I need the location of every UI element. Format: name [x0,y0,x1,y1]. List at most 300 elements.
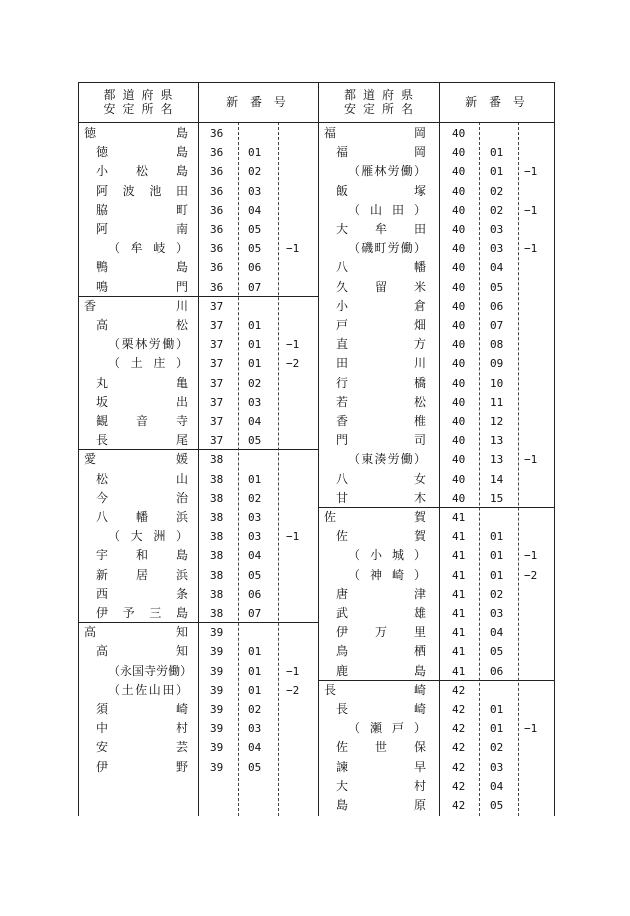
prefecture-code: 38 [210,568,224,582]
office-code: 01 [490,165,504,179]
office-name: 佐 賀 [336,529,426,544]
office-code: 02 [248,165,262,179]
office-name: 丸 亀 [96,375,188,390]
prefecture-code: 40 [452,491,466,505]
office-code: 12 [490,415,504,428]
prefecture-code: 40 [452,299,466,313]
table-row [78,546,318,565]
table-row [78,489,318,508]
office-name: 唐 津 [336,586,426,601]
office-name: 島 原 [336,798,426,812]
office-code: 04 [248,415,262,428]
prefecture-code: 42 [452,703,466,716]
prefecture-code: 40 [452,146,466,160]
prefecture-code: 39 [210,664,224,678]
prefecture-code: 40 [452,338,466,352]
office-name: 鳥 栖 [336,644,426,659]
office-name: 長 崎 [336,702,426,716]
prefecture-code: 36 [210,165,224,179]
office-code: 10 [490,376,504,390]
table-row [78,508,318,527]
prefecture-code: 37 [210,434,224,448]
table-row [318,297,555,316]
table-row [78,182,318,201]
prefecture-code: 37 [210,395,224,409]
office-name: 高 知 [96,644,188,659]
office-code: 03 [490,242,504,256]
office-name: 鳴 門 [96,279,188,294]
office-name: 諫 早 [336,759,426,774]
table-row [78,258,318,277]
prefecture-code: 40 [452,453,466,467]
office-code: 04 [248,741,262,755]
office-header [78,82,198,122]
number-header [198,82,318,122]
table-row [318,239,555,258]
office-code: 09 [490,357,504,371]
prefecture-code: 40 [452,165,466,179]
office-name: 宇 和 島 [96,548,188,563]
prefecture-code: 41 [452,530,466,544]
branch-code: −1 [286,242,300,256]
prefecture-code: 40 [452,184,466,198]
office-name: 八 幡 [336,260,426,275]
table-row [318,566,555,585]
office-code: 04 [490,779,504,793]
prefecture-code: 40 [452,242,466,256]
prefecture-code: 42 [452,779,466,793]
table-row [78,758,318,777]
office-code: 06 [490,664,504,678]
office-name: 伊 万 里 [336,625,426,640]
office-name: 田 川 [336,356,426,371]
branch-code: −2 [286,683,300,697]
prefecture-code: 39 [210,645,224,659]
office-name: 飯 塚 [336,183,426,198]
office-name: 福 岡 [336,145,426,160]
office-name: 鴨 島 [96,260,188,275]
table-row [78,719,318,738]
number-header-label: 新 番 号 [465,95,529,109]
office-name: 甘 木 [336,490,426,505]
prefecture-code: 36 [210,184,224,198]
prefecture-code: 39 [210,760,224,774]
prefecture-code: 41 [452,645,466,659]
branch-office-name: （ 瀬 戸 ） [348,721,426,736]
office-code: 05 [490,645,504,659]
table-row [318,124,555,143]
prefecture-code: 40 [452,127,466,140]
branch-office-name: （ 神 崎 ） [348,567,426,582]
office-name: 若 松 [336,394,426,409]
office-code: 02 [490,587,504,601]
table-row [78,450,318,469]
office-header-line1: 都道府県 [343,88,420,102]
table-row [318,527,555,546]
office-code: 01 [490,549,504,563]
prefecture-code: 41 [452,568,466,582]
office-header [318,82,439,122]
header-rule [318,122,555,123]
prefecture-code: 41 [452,549,466,563]
office-code: 03 [248,395,262,409]
branch-code: −1 [286,530,300,544]
office-code: 01 [248,319,262,332]
prefecture-code: 40 [452,472,466,486]
table-row [78,527,318,546]
office-code: 13 [490,453,504,467]
prefecture-code: 37 [210,376,224,390]
table-row [318,738,555,757]
office-code: 01 [248,357,262,371]
table-row [78,681,318,700]
number-header-label: 新 番 号 [226,95,290,109]
branch-office-name: （ 東 湊 労 働 ） [348,452,426,467]
prefecture-code: 38 [210,472,224,486]
table-row [318,758,555,777]
branch-code: −1 [524,722,538,736]
prefecture-code: 39 [210,683,224,697]
prefecture-code: 41 [452,626,466,640]
office-code: 03 [490,607,504,620]
office-name: 坂 出 [96,394,188,409]
office-name: 新 居 浜 [96,567,188,582]
office-code: 03 [248,722,262,736]
prefecture-code: 40 [452,319,466,332]
office-code: 02 [490,184,504,198]
office-code: 03 [248,530,262,544]
prefecture-code: 40 [452,415,466,428]
office-name: 鹿 島 [336,663,426,678]
table-row [318,662,555,681]
table-row [318,777,555,796]
office-header-line2: 安定所名 [343,102,420,116]
office-code: 05 [248,434,262,448]
prefecture-code: 38 [210,511,224,524]
prefecture-code: 37 [210,415,224,428]
prefecture-code: 36 [210,261,224,275]
prefecture-code: 38 [210,587,224,601]
office-name: 西 条 [96,586,188,601]
office-code: 02 [248,491,262,505]
branch-office-name: （ 大 洲 ） [108,529,188,544]
prefecture-code: 38 [210,453,224,467]
table-row [78,335,318,354]
office-code: 03 [248,184,262,198]
table-row [318,431,555,450]
prefecture-code: 36 [210,127,224,140]
office-name: 八 幡 浜 [96,510,188,524]
table-row [78,604,318,623]
prefecture-code: 36 [210,223,224,236]
prefecture-code: 42 [452,760,466,774]
office-code: 05 [248,223,262,236]
office-name: 阿 波 池 田 [96,183,188,198]
office-name: 脇 町 [96,202,188,217]
office-name: 観 音 寺 [96,414,188,428]
office-name: 佐 世 保 [336,740,426,755]
office-code: 04 [248,549,262,563]
office-code: 01 [248,664,262,678]
office-code: 01 [490,530,504,544]
office-code: 05 [248,242,262,256]
office-name: 松 山 [96,471,188,486]
office-code: 07 [248,607,262,620]
table-row [318,796,555,815]
table-row [78,412,318,431]
left-half [78,82,318,816]
branch-office-name: （ 小 城 ） [348,548,426,563]
office-header-line1: 都道府県 [103,88,180,102]
office-header-line2: 安定所名 [103,102,180,116]
office-name: 徳 島 [96,145,188,160]
office-name: 香 椎 [336,414,426,428]
office-code: 07 [248,280,262,294]
office-code: 01 [248,683,262,697]
office-code: 11 [490,395,504,409]
table-row [318,374,555,393]
prefecture-name: 香 川 [84,298,188,313]
office-name: 八 女 [336,471,426,486]
office-name: 門 司 [336,433,426,448]
prefecture-name: 愛 媛 [84,452,188,467]
office-name: 大 村 [336,778,426,793]
prefecture-code: 36 [210,242,224,256]
office-code: 01 [248,645,262,659]
table-row [78,278,318,297]
table-row [318,393,555,412]
office-code: 02 [490,741,504,755]
branch-code: −1 [524,242,538,256]
office-name: 中 村 [96,721,188,736]
prefecture-code: 40 [452,357,466,371]
table-row [318,719,555,738]
table-row [78,623,318,642]
office-code: 03 [490,760,504,774]
office-code: 01 [490,146,504,160]
table-row [78,316,318,335]
prefecture-name: 福 岡 [324,126,426,140]
office-code: 05 [248,568,262,582]
branch-office-name: （ 牟 岐 ） [108,241,188,256]
prefecture-name: 長 崎 [324,682,426,697]
branch-code: −1 [524,165,538,179]
prefecture-code: 40 [452,376,466,390]
prefecture-code: 36 [210,280,224,294]
branch-code: −2 [524,568,538,582]
office-code: 06 [248,587,262,601]
office-code: 06 [490,299,504,313]
table-row [318,604,555,623]
prefecture-code: 37 [210,319,224,332]
table-row [78,220,318,239]
table-row [78,201,318,220]
prefecture-code: 38 [210,491,224,505]
prefecture-code: 40 [452,203,466,217]
branch-office-name: （ 山 田 ） [348,202,426,217]
office-name: 小 松 島 [96,164,188,179]
table-row [318,489,555,508]
office-name: 直 方 [336,337,426,352]
prefecture-code: 40 [452,261,466,275]
office-code: 05 [490,280,504,294]
branch-office-name: （ 栗 林 労 働 ） [108,337,188,352]
prefecture-code: 41 [452,607,466,620]
table-row [318,642,555,661]
prefecture-code: 41 [452,587,466,601]
office-code: 04 [490,261,504,275]
branch-code: −1 [524,549,538,563]
branch-code: −1 [524,203,538,217]
table-row [318,335,555,354]
table-row [318,585,555,604]
office-code: 14 [490,472,504,486]
prefecture-code: 37 [210,299,224,313]
prefecture-code: 40 [452,395,466,409]
office-code: 02 [248,376,262,390]
prefecture-code: 36 [210,203,224,217]
table-row [78,585,318,604]
office-code: 01 [490,703,504,716]
office-name: 行 橋 [336,375,426,390]
table-row [78,143,318,162]
branch-office-name: （ 土 庄 ） [108,356,188,371]
office-code: 05 [248,760,262,774]
office-name: 伊 予 三 島 [96,606,188,620]
branch-code: −1 [286,338,300,352]
office-code: 01 [248,338,262,352]
office-code: 03 [248,511,262,524]
table-row [318,258,555,277]
table-row [318,700,555,719]
number-header [439,82,555,122]
branch-office-name: （ 雁 林 労 働 ） [348,164,426,179]
prefecture-code: 41 [452,511,466,524]
office-code: 13 [490,434,504,448]
table-row [78,738,318,757]
office-name: 須 崎 [96,702,188,716]
prefecture-code: 38 [210,530,224,544]
table-row [318,412,555,431]
office-code: 06 [248,261,262,275]
number-table [78,82,555,816]
table-row [318,182,555,201]
branch-code: −2 [286,357,300,371]
office-name: 伊 野 [96,759,188,774]
table-row [78,162,318,181]
table-row [318,470,555,489]
table-row [78,297,318,316]
office-code: 04 [248,203,262,217]
prefecture-code: 38 [210,607,224,620]
office-code: 02 [248,703,262,716]
prefecture-code: 36 [210,146,224,160]
branch-office-name: （ 磯 町 労 働 ） [348,241,426,256]
prefecture-code: 42 [452,741,466,755]
prefecture-name: 高 知 [84,625,188,640]
prefecture-code: 37 [210,338,224,352]
prefecture-code: 40 [452,223,466,236]
table-row [318,220,555,239]
table-row [318,546,555,565]
prefecture-code: 40 [452,280,466,294]
office-name: 久 留 米 [336,279,426,294]
office-name: 小 倉 [336,298,426,313]
office-code: 07 [490,319,504,332]
table-row [318,681,555,700]
prefecture-code: 41 [452,664,466,678]
table-row [318,143,555,162]
office-name: 武 雄 [336,606,426,620]
table-row [78,374,318,393]
branch-office-name: （ 土 佐 山 田 ） [108,682,188,697]
office-name: 戸 畑 [336,318,426,332]
table-row [78,239,318,258]
branch-code: −1 [524,453,538,467]
prefecture-code: 42 [452,799,466,812]
table-row [318,316,555,335]
table-row [78,124,318,143]
table-row [78,470,318,489]
prefecture-code: 42 [452,683,466,697]
office-code: 01 [490,722,504,736]
prefecture-code: 40 [452,434,466,448]
office-code: 01 [490,568,504,582]
table-row [78,354,318,373]
prefecture-code: 37 [210,357,224,371]
office-code: 04 [490,626,504,640]
prefecture-code: 38 [210,549,224,563]
office-code: 05 [490,799,504,812]
prefecture-name: 佐 賀 [324,510,426,524]
office-name: 今 治 [96,490,188,505]
branch-code: −1 [286,664,300,678]
header-rule [78,122,318,123]
prefecture-code: 42 [452,722,466,736]
prefecture-code: 39 [210,722,224,736]
table-row [78,700,318,719]
branch-office-name: （ 永 国 寺 労 働 ） [108,663,193,678]
office-name: 長 尾 [96,433,188,448]
table-row [78,431,318,450]
table-row [78,566,318,585]
office-code: 01 [248,146,262,160]
office-name: 阿 南 [96,222,188,236]
table-row [318,450,555,469]
table-row [318,162,555,181]
table-row [78,642,318,661]
table-row [318,201,555,220]
table-row [78,393,318,412]
office-code: 15 [490,491,504,505]
office-code: 08 [490,338,504,352]
table-row [318,508,555,527]
office-name: 高 松 [96,318,188,332]
table-row [318,354,555,373]
office-code: 01 [248,472,262,486]
prefecture-code: 39 [210,703,224,716]
right-half [318,82,555,816]
prefecture-code: 39 [210,626,224,640]
prefecture-code: 39 [210,741,224,755]
office-name: 大 牟 田 [336,222,426,236]
office-code: 02 [490,203,504,217]
table-row [78,662,318,681]
table-row [318,278,555,297]
office-code: 03 [490,223,504,236]
prefecture-name: 徳 島 [84,126,188,140]
table-row [318,623,555,642]
